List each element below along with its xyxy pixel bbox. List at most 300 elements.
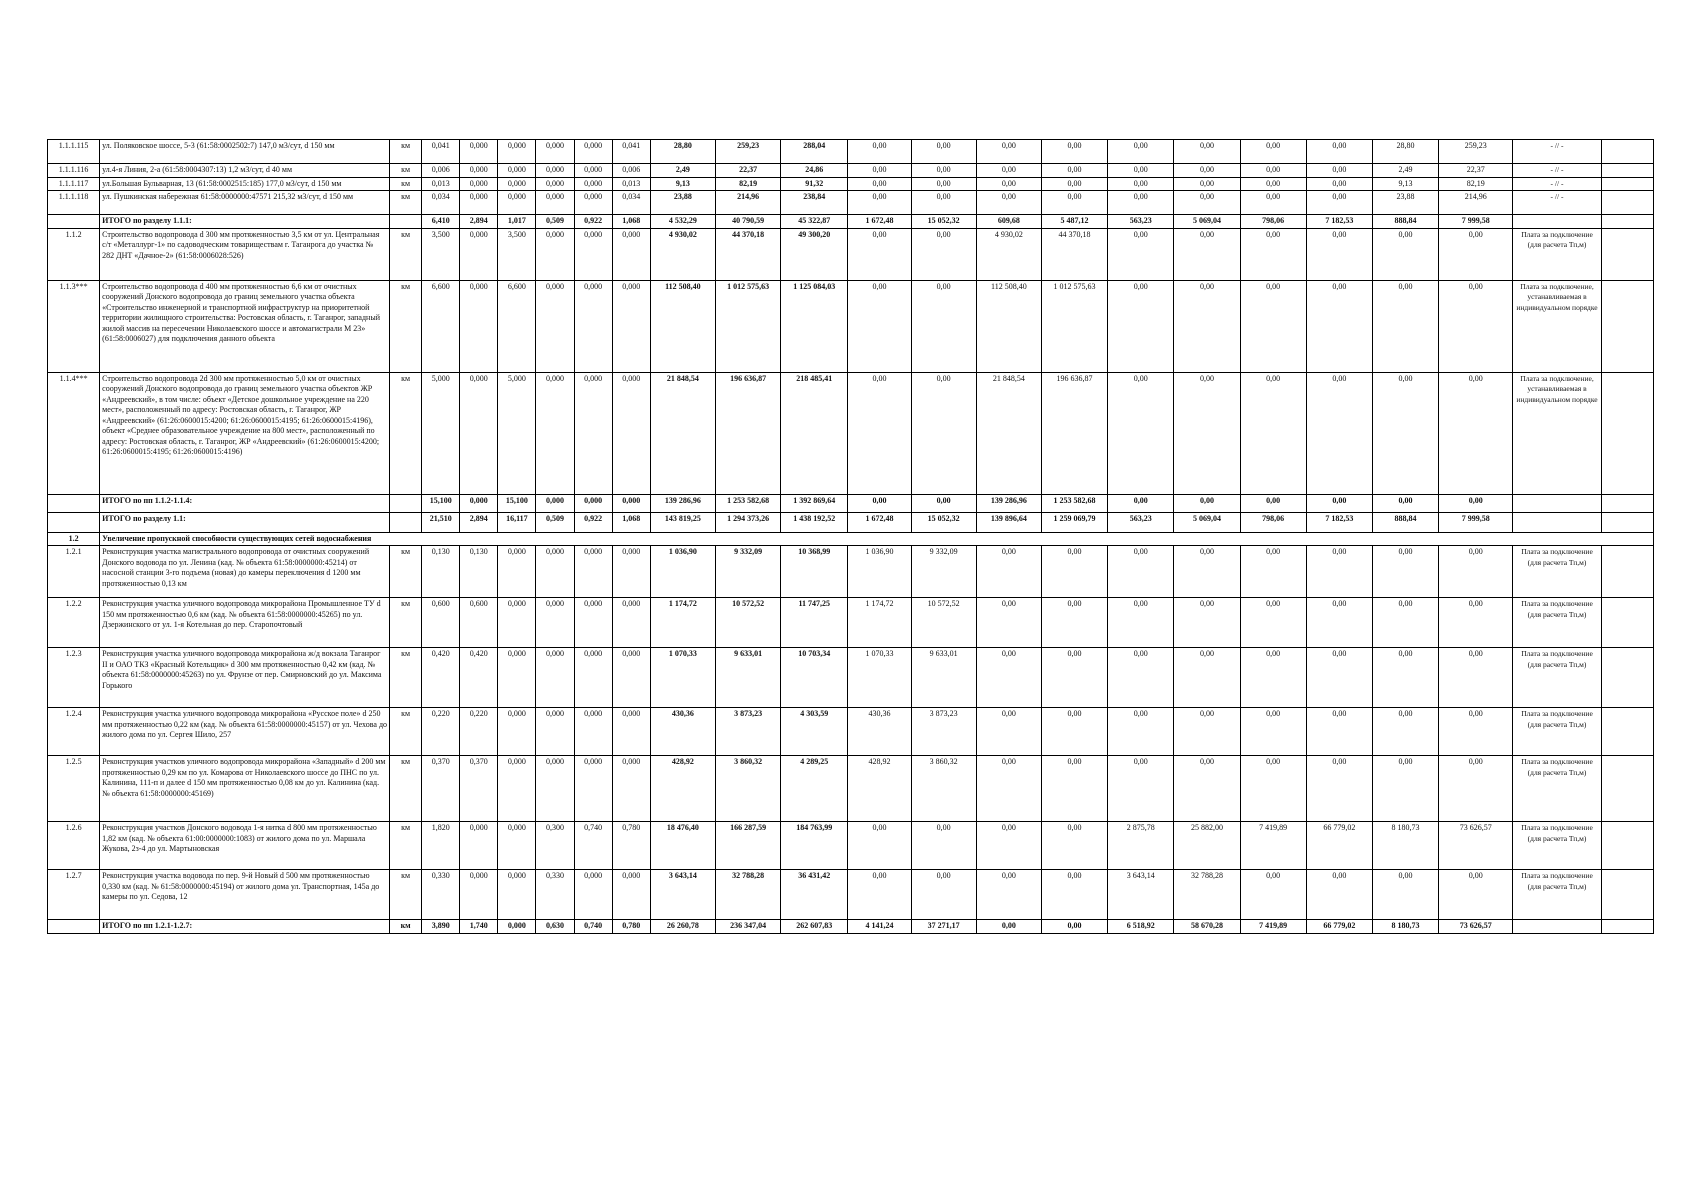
- y5-vat-cell: 23,88: [1372, 191, 1438, 215]
- y1-total-cell: 3 860,32: [911, 756, 976, 822]
- y5-vat-cell: 9,13: [1372, 177, 1438, 191]
- length-c4-cell: 0,000: [574, 280, 612, 372]
- vat-cell: 214,96: [715, 191, 780, 215]
- length-c1-cell: 0,130: [460, 546, 498, 598]
- length-c4-cell: 0,000: [574, 598, 612, 648]
- y3-vat-cell: 6 518,92: [1108, 920, 1174, 934]
- length-c3-cell: 0,509: [536, 512, 574, 532]
- length-c1-cell: 2,894: [460, 512, 498, 532]
- table-row: [48, 546, 1654, 598]
- length-total-cell: 5,000: [422, 372, 460, 494]
- y1-total-cell: 0,00: [911, 164, 976, 178]
- y3-total-cell: 0,00: [1174, 546, 1240, 598]
- y4-vat-cell: 798,06: [1240, 512, 1306, 532]
- length-c2-cell: 1,017: [498, 215, 536, 229]
- y3-total-cell: 0,00: [1174, 191, 1240, 215]
- length-c5-cell: 0,000: [612, 228, 650, 280]
- y1-total-cell: 0,00: [911, 280, 976, 372]
- cost-no-vat-cell: 26 260,78: [650, 920, 715, 934]
- cost-no-vat-cell: 428,92: [650, 756, 715, 822]
- y1-vat-cell: 1 672,48: [848, 512, 911, 532]
- y2-vat-cell: 0,00: [976, 546, 1041, 598]
- financing-source-cell: [1513, 512, 1601, 532]
- cost-total-cell: 218 485,41: [781, 372, 848, 494]
- cost-no-vat-cell: 18 476,40: [650, 822, 715, 870]
- length-c1-cell: 0,000: [460, 372, 498, 494]
- y5-vat-cell: 0,00: [1372, 494, 1438, 512]
- y2-vat-cell: 0,00: [976, 920, 1041, 934]
- y4-total-cell: 0,00: [1306, 228, 1372, 280]
- cost-total-cell: 1 438 192,52: [781, 512, 848, 532]
- unit-cell: км: [390, 372, 422, 494]
- length-c2-cell: 0,000: [498, 920, 536, 934]
- length-c5-cell: 0,000: [612, 372, 650, 494]
- item-number-cell: 1.1.3***: [48, 280, 100, 372]
- y2-total-cell: 0,00: [1041, 546, 1107, 598]
- y1-total-cell: 0,00: [911, 191, 976, 215]
- table-body: [48, 140, 1654, 934]
- y4-total-cell: 0,00: [1306, 546, 1372, 598]
- y1-total-cell: 0,00: [911, 228, 976, 280]
- length-total-cell: 0,034: [422, 191, 460, 215]
- cost-no-vat-cell: 139 286,96: [650, 494, 715, 512]
- cost-no-vat-cell: 23,88: [650, 191, 715, 215]
- table-row: [48, 598, 1654, 648]
- y3-vat-cell: 3 643,14: [1108, 870, 1174, 920]
- total-row: [48, 512, 1654, 532]
- y5-total-cell: 0,00: [1439, 494, 1513, 512]
- y1-vat-cell: 1 672,48: [848, 215, 911, 229]
- unit-cell: км: [390, 648, 422, 708]
- y4-vat-cell: 0,00: [1240, 228, 1306, 280]
- length-total-cell: 0,600: [422, 598, 460, 648]
- y4-vat-cell: 0,00: [1240, 546, 1306, 598]
- y2-total-cell: 1 259 069,79: [1041, 512, 1107, 532]
- y5-total-cell: 259,23: [1439, 140, 1513, 164]
- extra-cell: [1601, 648, 1653, 708]
- y2-total-cell: 0,00: [1041, 870, 1107, 920]
- y2-total-cell: 0,00: [1041, 191, 1107, 215]
- table-row: [48, 191, 1654, 215]
- financing-source-cell: Плата за подключение (для расчета Тп,м): [1513, 648, 1601, 708]
- cost-total-cell: 288,04: [781, 140, 848, 164]
- y4-vat-cell: 7 419,89: [1240, 822, 1306, 870]
- item-description-cell: ИТОГО по разделу 1.1.1:: [100, 215, 390, 229]
- length-c2-cell: 16,117: [498, 512, 536, 532]
- cost-no-vat-cell: 21 848,54: [650, 372, 715, 494]
- length-total-cell: 0,220: [422, 708, 460, 756]
- length-total-cell: 0,006: [422, 164, 460, 178]
- cost-total-cell: 11 747,25: [781, 598, 848, 648]
- vat-cell: 3 873,23: [715, 708, 780, 756]
- y2-total-cell: 0,00: [1041, 140, 1107, 164]
- length-c2-cell: 0,000: [498, 756, 536, 822]
- length-c4-cell: 0,922: [574, 512, 612, 532]
- cost-no-vat-cell: 1 174,72: [650, 598, 715, 648]
- y4-vat-cell: 7 419,89: [1240, 920, 1306, 934]
- length-c3-cell: 0,300: [536, 822, 574, 870]
- length-c3-cell: 0,509: [536, 215, 574, 229]
- y5-total-cell: 22,37: [1439, 164, 1513, 178]
- y4-total-cell: 7 182,53: [1306, 215, 1372, 229]
- cost-no-vat-cell: 4 930,02: [650, 228, 715, 280]
- y2-vat-cell: 0,00: [976, 177, 1041, 191]
- cost-no-vat-cell: 2,49: [650, 164, 715, 178]
- length-c3-cell: 0,000: [536, 164, 574, 178]
- length-total-cell: 3,500: [422, 228, 460, 280]
- cost-no-vat-cell: 143 819,25: [650, 512, 715, 532]
- y2-total-cell: 0,00: [1041, 756, 1107, 822]
- y3-vat-cell: 2 875,78: [1108, 822, 1174, 870]
- table-row: [48, 280, 1654, 372]
- cost-no-vat-cell: 1 036,90: [650, 546, 715, 598]
- y3-vat-cell: 0,00: [1108, 708, 1174, 756]
- length-c4-cell: 0,740: [574, 920, 612, 934]
- y1-total-cell: 0,00: [911, 822, 976, 870]
- length-total-cell: 15,100: [422, 494, 460, 512]
- table-row: [48, 177, 1654, 191]
- vat-cell: 1 294 373,26: [715, 512, 780, 532]
- y1-total-cell: 3 873,23: [911, 708, 976, 756]
- y5-vat-cell: 0,00: [1372, 372, 1438, 494]
- y2-vat-cell: 0,00: [976, 870, 1041, 920]
- table-row: [48, 822, 1654, 870]
- length-c1-cell: 0,220: [460, 708, 498, 756]
- extra-cell: [1601, 280, 1653, 372]
- y1-vat-cell: 0,00: [848, 280, 911, 372]
- financing-source-cell: [1513, 215, 1601, 229]
- item-number-cell: 1.1.1.118: [48, 191, 100, 215]
- table-row: [48, 708, 1654, 756]
- item-description-cell: Строительство водопровода d 300 мм протяженностью 3,5 км от ул. Центральная с/т «Металлург-1» по садоводческим товариществам г. Таганрога до участка № 282 ДНТ «Дачное-2» (61:58:0006028:526): [100, 228, 390, 280]
- item-description-cell: ул. Пушкинская набережная 61:58:0000000:47571 215,32 м3/сут, d 150 мм: [100, 191, 390, 215]
- length-c4-cell: 0,000: [574, 756, 612, 822]
- y5-total-cell: 0,00: [1439, 756, 1513, 822]
- cost-total-cell: 91,32: [781, 177, 848, 191]
- item-number-cell: 1.1.1.116: [48, 164, 100, 178]
- length-c4-cell: 0,000: [574, 708, 612, 756]
- y3-vat-cell: 563,23: [1108, 215, 1174, 229]
- length-c5-cell: 0,780: [612, 920, 650, 934]
- y3-total-cell: 0,00: [1174, 228, 1240, 280]
- table-row: [48, 140, 1654, 164]
- investment-program-table: [47, 139, 1654, 934]
- cost-no-vat-cell: 112 508,40: [650, 280, 715, 372]
- y5-total-cell: 214,96: [1439, 191, 1513, 215]
- length-c1-cell: 0,000: [460, 191, 498, 215]
- financing-source-cell: Плата за подключение (для расчета Тп,м): [1513, 870, 1601, 920]
- y2-total-cell: 1 253 582,68: [1041, 494, 1107, 512]
- length-c4-cell: 0,922: [574, 215, 612, 229]
- y5-total-cell: 0,00: [1439, 546, 1513, 598]
- y2-vat-cell: 21 848,54: [976, 372, 1041, 494]
- y1-vat-cell: 1 174,72: [848, 598, 911, 648]
- section-header-row: [48, 532, 1654, 546]
- length-c4-cell: 0,000: [574, 494, 612, 512]
- y5-total-cell: 0,00: [1439, 648, 1513, 708]
- financing-source-cell: Плата за подключение (для расчета Тп,м): [1513, 822, 1601, 870]
- item-number-cell: 1.2.1: [48, 546, 100, 598]
- y1-total-cell: 0,00: [911, 870, 976, 920]
- y2-total-cell: 0,00: [1041, 822, 1107, 870]
- length-c3-cell: 0,000: [536, 228, 574, 280]
- length-c4-cell: 0,000: [574, 164, 612, 178]
- length-c2-cell: 0,000: [498, 191, 536, 215]
- y4-vat-cell: 0,00: [1240, 598, 1306, 648]
- cost-total-cell: 36 431,42: [781, 870, 848, 920]
- y1-total-cell: 9 633,01: [911, 648, 976, 708]
- y5-vat-cell: 888,84: [1372, 215, 1438, 229]
- y5-vat-cell: 888,84: [1372, 512, 1438, 532]
- length-c5-cell: 0,041: [612, 140, 650, 164]
- item-description-cell: Строительство водопровода 2d 300 мм протяженностью 5,0 км от очистных сооружений Донского водопровода до границ земельного участка объектов ЖР «Андреевский», в том числе: объект «Детское дошкольное учреждение на 220 мест», расположенный по адресу: Ростовская область, г. Таганрог, ЖР «Андреевский» (61:26:0600015:4200; 61:26:0600015:4195; 61:26:0600015:4196), объект «Среднее образовательное учреждение на 800 мест», расположенный по адресу: Ростовская область, г. Таганрог, ЖР «Андреевский» (61:26:0600015:4200; 61:26:0600015:4195; 61:26:0600015:4196): [100, 372, 390, 494]
- length-c5-cell: 0,000: [612, 546, 650, 598]
- section-number: 1.2: [48, 532, 100, 546]
- financing-source-cell: Плата за подключение (для расчета Тп,м): [1513, 546, 1601, 598]
- y4-total-cell: 0,00: [1306, 164, 1372, 178]
- length-c2-cell: 6,600: [498, 280, 536, 372]
- y3-vat-cell: 0,00: [1108, 140, 1174, 164]
- y1-total-cell: 0,00: [911, 494, 976, 512]
- y2-total-cell: 0,00: [1041, 164, 1107, 178]
- y3-total-cell: 0,00: [1174, 164, 1240, 178]
- y1-vat-cell: 428,92: [848, 756, 911, 822]
- length-c1-cell: 0,370: [460, 756, 498, 822]
- item-description-cell: ул.4-я Линия, 2-а (61:58:0004307:13) 1,2 м3/сут, d 40 мм: [100, 164, 390, 178]
- y1-total-cell: 15 052,32: [911, 215, 976, 229]
- y5-vat-cell: 28,80: [1372, 140, 1438, 164]
- vat-cell: 82,19: [715, 177, 780, 191]
- item-description-cell: ИТОГО по пп 1.2.1-1.2.7:: [100, 920, 390, 934]
- length-c3-cell: 0,330: [536, 870, 574, 920]
- y4-vat-cell: 0,00: [1240, 494, 1306, 512]
- y3-vat-cell: 0,00: [1108, 372, 1174, 494]
- unit-cell: км: [390, 140, 422, 164]
- length-c2-cell: 0,000: [498, 140, 536, 164]
- length-c2-cell: 0,000: [498, 648, 536, 708]
- item-description-cell: Реконструкция участков Донского водовода 1-я нитка d 800 мм протяженностью 1,82 км (кад. № объекта 61:00:0000000:1083) от жилого дома по ул. Маршала Жукова, 2з-4 до ул. Мартыновская: [100, 822, 390, 870]
- length-c3-cell: 0,000: [536, 372, 574, 494]
- y3-total-cell: 0,00: [1174, 280, 1240, 372]
- length-total-cell: 0,041: [422, 140, 460, 164]
- length-c5-cell: 0,000: [612, 598, 650, 648]
- item-number-cell: [48, 920, 100, 934]
- length-c4-cell: 0,000: [574, 870, 612, 920]
- y3-total-cell: 0,00: [1174, 372, 1240, 494]
- financing-source-cell: Плата за подключение, устанавливаемая в индивидуальном порядке: [1513, 372, 1601, 494]
- y4-vat-cell: 0,00: [1240, 648, 1306, 708]
- y5-vat-cell: 8 180,73: [1372, 920, 1438, 934]
- vat-cell: 22,37: [715, 164, 780, 178]
- item-number-cell: 1.1.4***: [48, 372, 100, 494]
- length-c1-cell: 0,000: [460, 177, 498, 191]
- length-c1-cell: 0,000: [460, 140, 498, 164]
- y5-total-cell: 0,00: [1439, 598, 1513, 648]
- cost-total-cell: 10 368,99: [781, 546, 848, 598]
- y5-total-cell: 0,00: [1439, 372, 1513, 494]
- y1-vat-cell: 1 070,33: [848, 648, 911, 708]
- y5-vat-cell: 0,00: [1372, 870, 1438, 920]
- y2-total-cell: 5 487,12: [1041, 215, 1107, 229]
- length-total-cell: 0,013: [422, 177, 460, 191]
- cost-total-cell: 184 763,99: [781, 822, 848, 870]
- cost-no-vat-cell: 4 532,29: [650, 215, 715, 229]
- y3-vat-cell: 0,00: [1108, 546, 1174, 598]
- y2-vat-cell: 0,00: [976, 191, 1041, 215]
- table-row: [48, 756, 1654, 822]
- length-total-cell: 0,420: [422, 648, 460, 708]
- extra-cell: [1601, 372, 1653, 494]
- length-c1-cell: 0,000: [460, 870, 498, 920]
- length-c3-cell: 0,000: [536, 140, 574, 164]
- y4-total-cell: 7 182,53: [1306, 512, 1372, 532]
- y4-vat-cell: 0,00: [1240, 708, 1306, 756]
- vat-cell: 259,23: [715, 140, 780, 164]
- financing-source-cell: - // -: [1513, 164, 1601, 178]
- y5-vat-cell: 0,00: [1372, 648, 1438, 708]
- y2-vat-cell: 139 896,64: [976, 512, 1041, 532]
- length-c5-cell: 0,013: [612, 177, 650, 191]
- y2-vat-cell: 0,00: [976, 708, 1041, 756]
- y5-total-cell: 7 999,58: [1439, 512, 1513, 532]
- section-title: Увеличение пропускной способности существующих сетей водоснабжения: [100, 532, 1654, 546]
- length-total-cell: 0,130: [422, 546, 460, 598]
- y2-vat-cell: 4 930,02: [976, 228, 1041, 280]
- y4-vat-cell: 0,00: [1240, 140, 1306, 164]
- length-total-cell: 21,510: [422, 512, 460, 532]
- y5-vat-cell: 0,00: [1372, 228, 1438, 280]
- item-number-cell: 1.2.3: [48, 648, 100, 708]
- y1-vat-cell: 0,00: [848, 822, 911, 870]
- length-c2-cell: 0,000: [498, 177, 536, 191]
- item-number-cell: 1.2.7: [48, 870, 100, 920]
- item-number-cell: 1.1.1.115: [48, 140, 100, 164]
- unit-cell: км: [390, 920, 422, 934]
- y4-total-cell: 0,00: [1306, 598, 1372, 648]
- y5-total-cell: 0,00: [1439, 870, 1513, 920]
- length-c5-cell: 0,000: [612, 708, 650, 756]
- vat-cell: 196 636,87: [715, 372, 780, 494]
- y2-vat-cell: 0,00: [976, 648, 1041, 708]
- length-c5-cell: 0,000: [612, 280, 650, 372]
- y1-vat-cell: 0,00: [848, 228, 911, 280]
- y2-vat-cell: 0,00: [976, 756, 1041, 822]
- y2-total-cell: 1 012 575,63: [1041, 280, 1107, 372]
- length-c2-cell: 0,000: [498, 598, 536, 648]
- total-row: [48, 920, 1654, 934]
- length-c5-cell: 0,780: [612, 822, 650, 870]
- y5-vat-cell: 2,49: [1372, 164, 1438, 178]
- table-row: [48, 372, 1654, 494]
- length-c2-cell: 0,000: [498, 164, 536, 178]
- financing-source-cell: Плата за подключение, устанавливаемая в индивидуальном порядке: [1513, 280, 1601, 372]
- unit-cell: км: [390, 708, 422, 756]
- length-c3-cell: 0,000: [536, 598, 574, 648]
- y3-total-cell: 0,00: [1174, 598, 1240, 648]
- y4-total-cell: 0,00: [1306, 870, 1372, 920]
- y4-total-cell: 0,00: [1306, 494, 1372, 512]
- length-c4-cell: 0,000: [574, 228, 612, 280]
- vat-cell: 1 253 582,68: [715, 494, 780, 512]
- length-c1-cell: 2,894: [460, 215, 498, 229]
- y2-vat-cell: 0,00: [976, 164, 1041, 178]
- y3-total-cell: 0,00: [1174, 494, 1240, 512]
- length-c5-cell: 0,000: [612, 648, 650, 708]
- length-c5-cell: 0,000: [612, 756, 650, 822]
- financing-source-cell: - // -: [1513, 140, 1601, 164]
- item-number-cell: [48, 215, 100, 229]
- item-description-cell: Строительство водопровода d 400 мм протяженностью 6,6 км от очистных сооружений Донского водопровода до границ земельного участка объекта «Строительство инженерной и транспортной инфраструктур на приоритетной территории жилищного строительства: Ростовская область, г. Таганрог, западный жилой массив на пересечении Николаевского шоссе и автомагистрали М 23» (61:58:0006027) для подключения данного объекта: [100, 280, 390, 372]
- unit-cell: км: [390, 280, 422, 372]
- cost-no-vat-cell: 9,13: [650, 177, 715, 191]
- length-c1-cell: 0,000: [460, 822, 498, 870]
- y3-total-cell: 0,00: [1174, 756, 1240, 822]
- financing-source-cell: - // -: [1513, 177, 1601, 191]
- y1-vat-cell: 0,00: [848, 164, 911, 178]
- y2-total-cell: 0,00: [1041, 708, 1107, 756]
- item-number-cell: 1.1.1.117: [48, 177, 100, 191]
- table-row: [48, 164, 1654, 178]
- y2-vat-cell: 0,00: [976, 598, 1041, 648]
- item-number-cell: 1.1.2: [48, 228, 100, 280]
- y3-total-cell: 0,00: [1174, 140, 1240, 164]
- y2-total-cell: 0,00: [1041, 598, 1107, 648]
- y4-total-cell: 0,00: [1306, 140, 1372, 164]
- vat-cell: 1 012 575,63: [715, 280, 780, 372]
- vat-cell: 10 572,52: [715, 598, 780, 648]
- unit-cell: [390, 512, 422, 532]
- y5-total-cell: 73 626,57: [1439, 822, 1513, 870]
- y4-vat-cell: 0,00: [1240, 164, 1306, 178]
- y3-vat-cell: 0,00: [1108, 228, 1174, 280]
- y2-total-cell: 0,00: [1041, 920, 1107, 934]
- y1-total-cell: 37 271,17: [911, 920, 976, 934]
- cost-total-cell: 45 322,87: [781, 215, 848, 229]
- y3-vat-cell: 0,00: [1108, 756, 1174, 822]
- cost-total-cell: 4 289,25: [781, 756, 848, 822]
- table-row: [48, 228, 1654, 280]
- item-description-cell: Реконструкция участка уличного водопровода микрорайона ж/д вокзала Таганрог II и ОАО ТКЗ «Красный Котельщик» d 300 мм протяженностью 0,42 км (кад. № объекта 61:58:0000000:45263) по ул. Фрунзе от пер. Смирновский до ул. Максима Горького: [100, 648, 390, 708]
- financing-source-cell: [1513, 920, 1601, 934]
- y2-total-cell: 0,00: [1041, 648, 1107, 708]
- length-c4-cell: 0,000: [574, 648, 612, 708]
- vat-cell: 32 788,28: [715, 870, 780, 920]
- y5-total-cell: 0,00: [1439, 280, 1513, 372]
- y3-vat-cell: 0,00: [1108, 191, 1174, 215]
- cost-total-cell: 4 303,59: [781, 708, 848, 756]
- total-row: [48, 215, 1654, 229]
- length-total-cell: 3,890: [422, 920, 460, 934]
- y1-total-cell: 10 572,52: [911, 598, 976, 648]
- vat-cell: 9 332,09: [715, 546, 780, 598]
- length-c5-cell: 0,000: [612, 494, 650, 512]
- item-description-cell: Реконструкция участков уличного водопровода микрорайона «Западный» d 200 мм протяженностью 0,29 км по ул. Комарова от Николаевского шоссе до ПНС по ул. Калинина, 111-п и далее d 150 мм протяженностью 0,08 км до ул. Калинина (кад. № объекта 61:58:0000000:45169): [100, 756, 390, 822]
- unit-cell: км: [390, 177, 422, 191]
- length-c2-cell: 3,500: [498, 228, 536, 280]
- financing-source-cell: Плата за подключение (для расчета Тп,м): [1513, 598, 1601, 648]
- y2-vat-cell: 609,68: [976, 215, 1041, 229]
- y3-vat-cell: 0,00: [1108, 280, 1174, 372]
- unit-cell: км: [390, 164, 422, 178]
- length-c2-cell: 0,000: [498, 708, 536, 756]
- y5-total-cell: 82,19: [1439, 177, 1513, 191]
- y5-total-cell: 73 626,57: [1439, 920, 1513, 934]
- y4-vat-cell: 0,00: [1240, 372, 1306, 494]
- length-c2-cell: 0,000: [498, 546, 536, 598]
- vat-cell: 9 633,01: [715, 648, 780, 708]
- extra-cell: [1601, 598, 1653, 648]
- y2-total-cell: 44 370,18: [1041, 228, 1107, 280]
